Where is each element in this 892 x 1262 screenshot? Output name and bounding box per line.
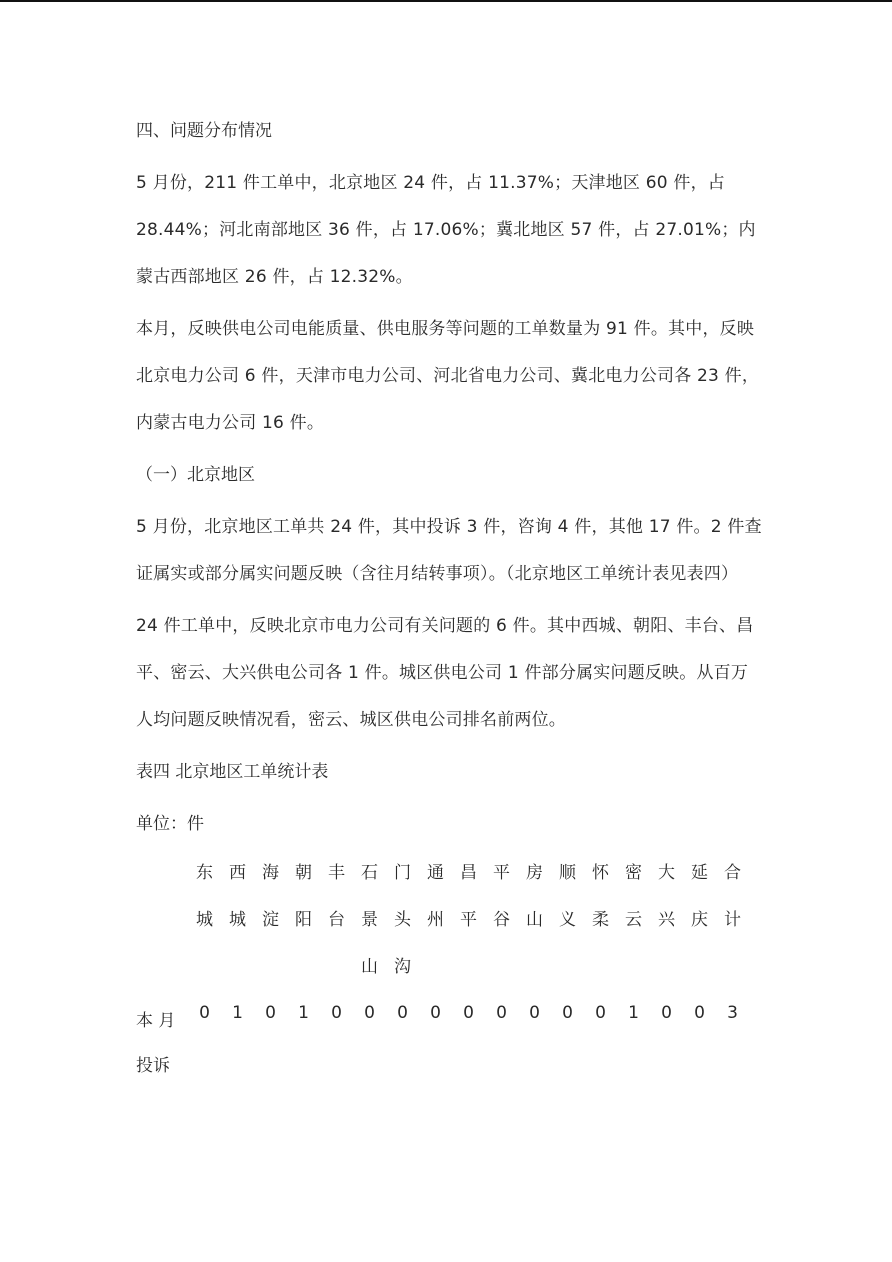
cell-value: 0 <box>595 1003 606 1023</box>
column-header-char: 西 <box>229 863 246 883</box>
beijing-stats-table <box>136 850 749 1090</box>
column-header-char: 延 <box>691 863 708 883</box>
column-header-char: 沟 <box>394 957 411 977</box>
column-header <box>716 850 749 991</box>
column-header-char: 州 <box>427 910 444 930</box>
column-header-char: 柔 <box>592 910 609 930</box>
column-header-char: 东 <box>196 863 213 883</box>
column-header-char: 平 <box>493 863 510 883</box>
column-header-char: 海 <box>262 863 279 883</box>
cell-value: 1 <box>232 1003 243 1023</box>
column-header-char: 谷 <box>493 910 510 930</box>
column-header <box>518 850 551 991</box>
column-header-char: 阳 <box>295 910 312 930</box>
cell-value: 0 <box>694 1003 705 1023</box>
table-corner-cell <box>136 850 188 991</box>
column-header <box>353 850 386 991</box>
column-header <box>551 850 584 991</box>
column-header-char: 城 <box>229 910 246 930</box>
column-header-char: 大 <box>658 863 675 883</box>
table-cell <box>320 991 353 1090</box>
table-cell <box>683 991 716 1090</box>
paragraph-beijing-detail: 24 件工单中，反映北京市电力公司有关问题的 6 件。其中西城、朝阳、丰台、昌平、密云、大兴供电公司各 1 件。城区供电公司 1 件部分属实问题反映。从百万人均问题反映情况看，密云、城区供电公司排名前两位。 <box>136 616 754 730</box>
column-header-char: 山 <box>361 957 378 977</box>
column-header-char: 庆 <box>691 910 708 930</box>
column-header-char: 景 <box>361 910 378 930</box>
table-cell <box>650 991 683 1090</box>
column-header-char: 城 <box>196 910 213 930</box>
column-header-char: 丰 <box>328 863 345 883</box>
table-cell <box>287 991 320 1090</box>
column-header <box>386 850 419 991</box>
column-header <box>485 850 518 991</box>
column-header-char: 兴 <box>658 910 675 930</box>
column-header-char: 朝 <box>295 863 312 883</box>
cell-value: 0 <box>364 1003 375 1023</box>
column-header-char: 头 <box>394 910 411 930</box>
column-header-char: 计 <box>724 910 741 930</box>
row-label-line: 本 月 <box>136 1011 176 1031</box>
column-header <box>221 850 254 991</box>
column-header <box>683 850 716 991</box>
document-page <box>136 108 764 1090</box>
table-cell <box>221 991 254 1090</box>
table-cell <box>551 991 584 1090</box>
cell-value: 0 <box>562 1003 573 1023</box>
table-header-row <box>136 850 749 991</box>
column-header-char: 石 <box>361 863 378 883</box>
table-unit: 单位：件 <box>136 814 204 834</box>
table-cell <box>188 991 221 1090</box>
paragraph-beijing-summary: 5 月份，北京地区工单共 24 件，其中投诉 3 件，咨询 4 件，其他 17 件。2 件查证属实或部分属实问题反映（含往月结转事项）。（北京地区工单统计表见表四） <box>136 517 762 584</box>
cell-value: 0 <box>397 1003 408 1023</box>
column-header-char: 密 <box>625 863 642 883</box>
section-title: 四、问题分布情况 <box>136 121 272 141</box>
paragraph-power-companies: 本月，反映供电公司电能质量、供电服务等问题的工单数量为 91 件。其中，反映北京电力公司 6 件，天津市电力公司、河北省电力公司、冀北电力公司各 23 件，内蒙古电力公司 16 件。 <box>136 319 760 433</box>
column-header-char: 门 <box>394 863 411 883</box>
column-header <box>419 850 452 991</box>
table-cell <box>518 991 551 1090</box>
column-header <box>584 850 617 991</box>
column-header-char: 台 <box>328 910 345 930</box>
column-header-char: 房 <box>526 863 543 883</box>
cell-value: 3 <box>727 1003 738 1023</box>
paragraph-distribution: 5 月份，211 件工单中，北京地区 24 件，占 11.37%；天津地区 60 件，占 28.44%；河北南部地区 36 件，占 17.06%；冀北地区 57 件，占 27.01%；内蒙古西部地区 26 件，占 12.32%。 <box>136 173 756 287</box>
table-cell <box>386 991 419 1090</box>
table-cell <box>419 991 452 1090</box>
column-header <box>320 850 353 991</box>
cell-value: 0 <box>265 1003 276 1023</box>
column-header <box>617 850 650 991</box>
column-header <box>254 850 287 991</box>
table-cell <box>485 991 518 1090</box>
row-label-cell <box>136 991 188 1090</box>
column-header-char: 怀 <box>592 863 609 883</box>
cell-value: 0 <box>529 1003 540 1023</box>
column-header-char: 平 <box>460 910 477 930</box>
table-row <box>136 991 749 1090</box>
table-cell <box>254 991 287 1090</box>
table-cell <box>353 991 386 1090</box>
cell-value: 1 <box>628 1003 639 1023</box>
cell-value: 0 <box>661 1003 672 1023</box>
column-header-char: 义 <box>559 910 576 930</box>
column-header-char: 淀 <box>262 910 279 930</box>
subsection-title-beijing: （一）北京地区 <box>136 465 255 485</box>
table-cell <box>617 991 650 1090</box>
cell-value: 0 <box>496 1003 507 1023</box>
column-header-char: 合 <box>724 863 741 883</box>
cell-value: 0 <box>331 1003 342 1023</box>
row-label-line: 投诉 <box>136 1056 170 1076</box>
table-cell <box>452 991 485 1090</box>
cell-value: 0 <box>463 1003 474 1023</box>
table-cell <box>584 991 617 1090</box>
column-header <box>650 850 683 991</box>
column-header-char: 昌 <box>460 863 477 883</box>
column-header-char: 云 <box>625 910 642 930</box>
column-header-char: 顺 <box>559 863 576 883</box>
column-header <box>452 850 485 991</box>
cell-value: 0 <box>430 1003 441 1023</box>
table-cell <box>716 991 749 1090</box>
top-border-rule <box>0 0 892 2</box>
table-caption: 表四 北京地区工单统计表 <box>136 762 329 782</box>
column-header-char: 通 <box>427 863 444 883</box>
column-header <box>188 850 221 991</box>
cell-value: 0 <box>199 1003 210 1023</box>
column-header-char: 山 <box>526 910 543 930</box>
column-header <box>287 850 320 991</box>
cell-value: 1 <box>298 1003 309 1023</box>
